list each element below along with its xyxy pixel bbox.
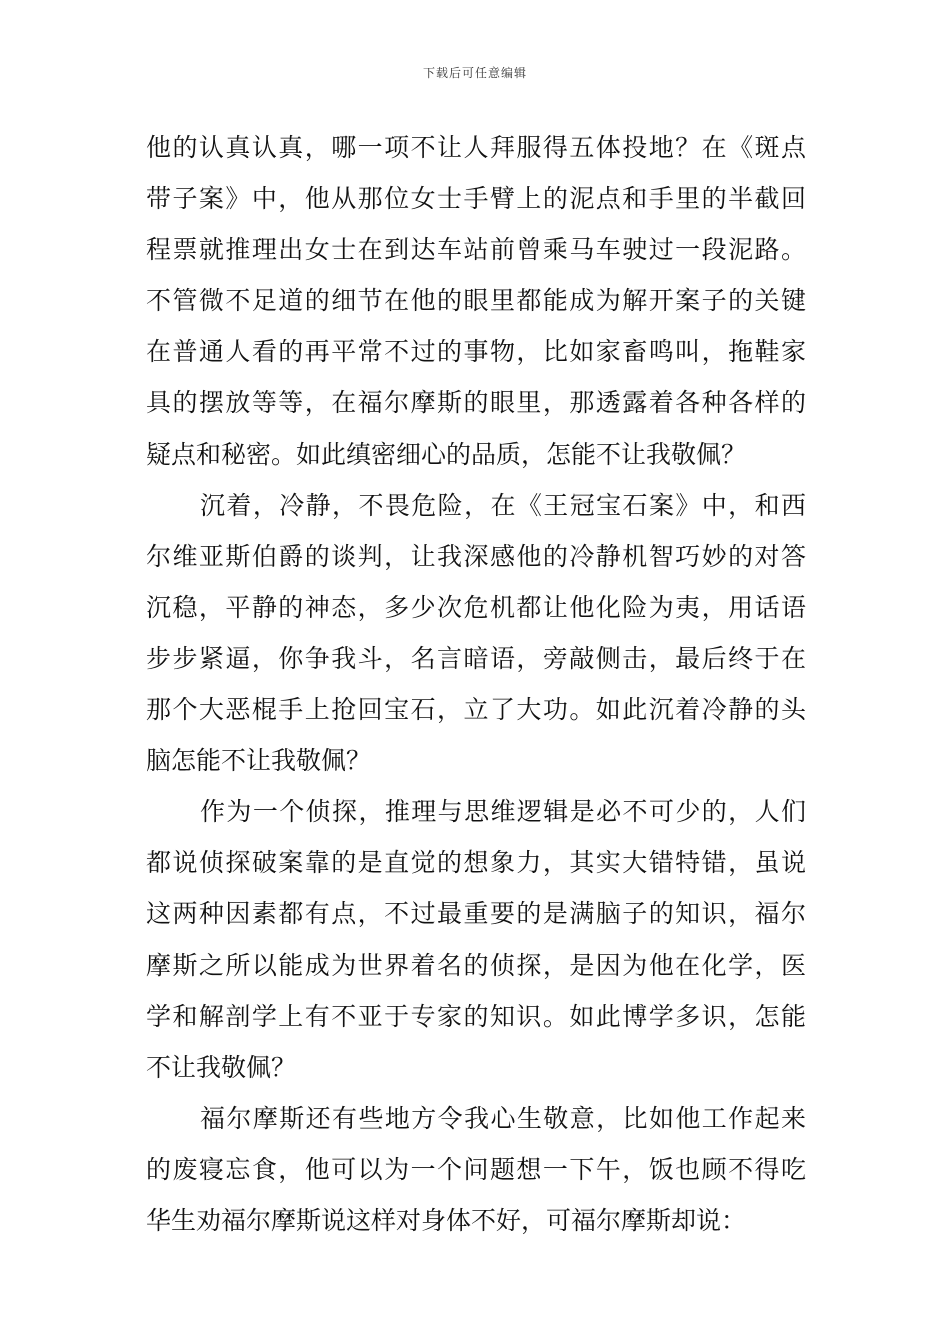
text-line: 脑怎能不让我敬佩？ bbox=[146, 746, 372, 776]
text-line: 不管微不足道的细节在他的眼里都能成为解开案子的关键 bbox=[146, 286, 806, 316]
text-line: 这两种因素都有点，不过最重要的是满脑子的知识，福尔 bbox=[146, 899, 806, 929]
text-line: 带子案》中，他从那位女士手臂上的泥点和手里的半截回 bbox=[146, 184, 806, 214]
text-line: 不让我敬佩？ bbox=[146, 1052, 297, 1082]
text-line: 学和解剖学上有不亚于专家的知识。如此博学多识，怎能 bbox=[146, 1001, 806, 1031]
text-line: 福尔摩斯还有些地方令我心生敬意，比如他工作起来 bbox=[200, 1103, 806, 1133]
text-line: 沉稳，平静的神态，多少次危机都让他化险为夷，用话语 bbox=[146, 592, 806, 622]
text-line: 在普通人看的再平常不过的事物，比如家畜鸣叫，拖鞋家 bbox=[146, 337, 806, 367]
text-line: 沉着，冷静，不畏危险，在《王冠宝石案》中，和西 bbox=[200, 490, 806, 520]
text-line: 他的认真认真，哪一项不让人拜服得五体投地？在《斑点 bbox=[146, 133, 806, 162]
text-line: 程票就推理出女士在到达车站前曾乘马车驶过一段泥路。 bbox=[146, 235, 806, 265]
text-line: 尔维亚斯伯爵的谈判，让我深感他的冷静机智巧妙的对答 bbox=[146, 541, 806, 571]
page-header: 下载后可任意编辑 bbox=[422, 66, 527, 80]
text-line: 步步紧逼，你争我斗，名言暗语，旁敲侧击，最后终于在 bbox=[146, 643, 806, 673]
text-line: 华生劝福尔摩斯说这样对身体不好，可福尔摩斯却说： bbox=[146, 1205, 747, 1235]
text-line: 都说侦探破案靠的是直觉的想象力，其实大错特错，虽说 bbox=[146, 848, 806, 878]
text-line: 的废寝忘食，他可以为一个问题想一下午，饭也顾不得吃 bbox=[146, 1154, 806, 1184]
document-body bbox=[146, 122, 806, 1246]
text-line: 具的摆放等等，在福尔摩斯的眼里，那透露着各种各样的 bbox=[146, 388, 806, 418]
text-line: 作为一个侦探，推理与思维逻辑是必不可少的，人们 bbox=[200, 797, 806, 827]
text-line: 摩斯之所以能成为世界着名的侦探，是因为他在化学，医 bbox=[146, 950, 806, 980]
text-line: 那个大恶棍手上抢回宝石，立了大功。如此沉着冷静的头 bbox=[146, 695, 806, 725]
text-line: 疑点和秘密。如此缜密细心的品质，怎能不让我敬佩？ bbox=[146, 439, 747, 469]
